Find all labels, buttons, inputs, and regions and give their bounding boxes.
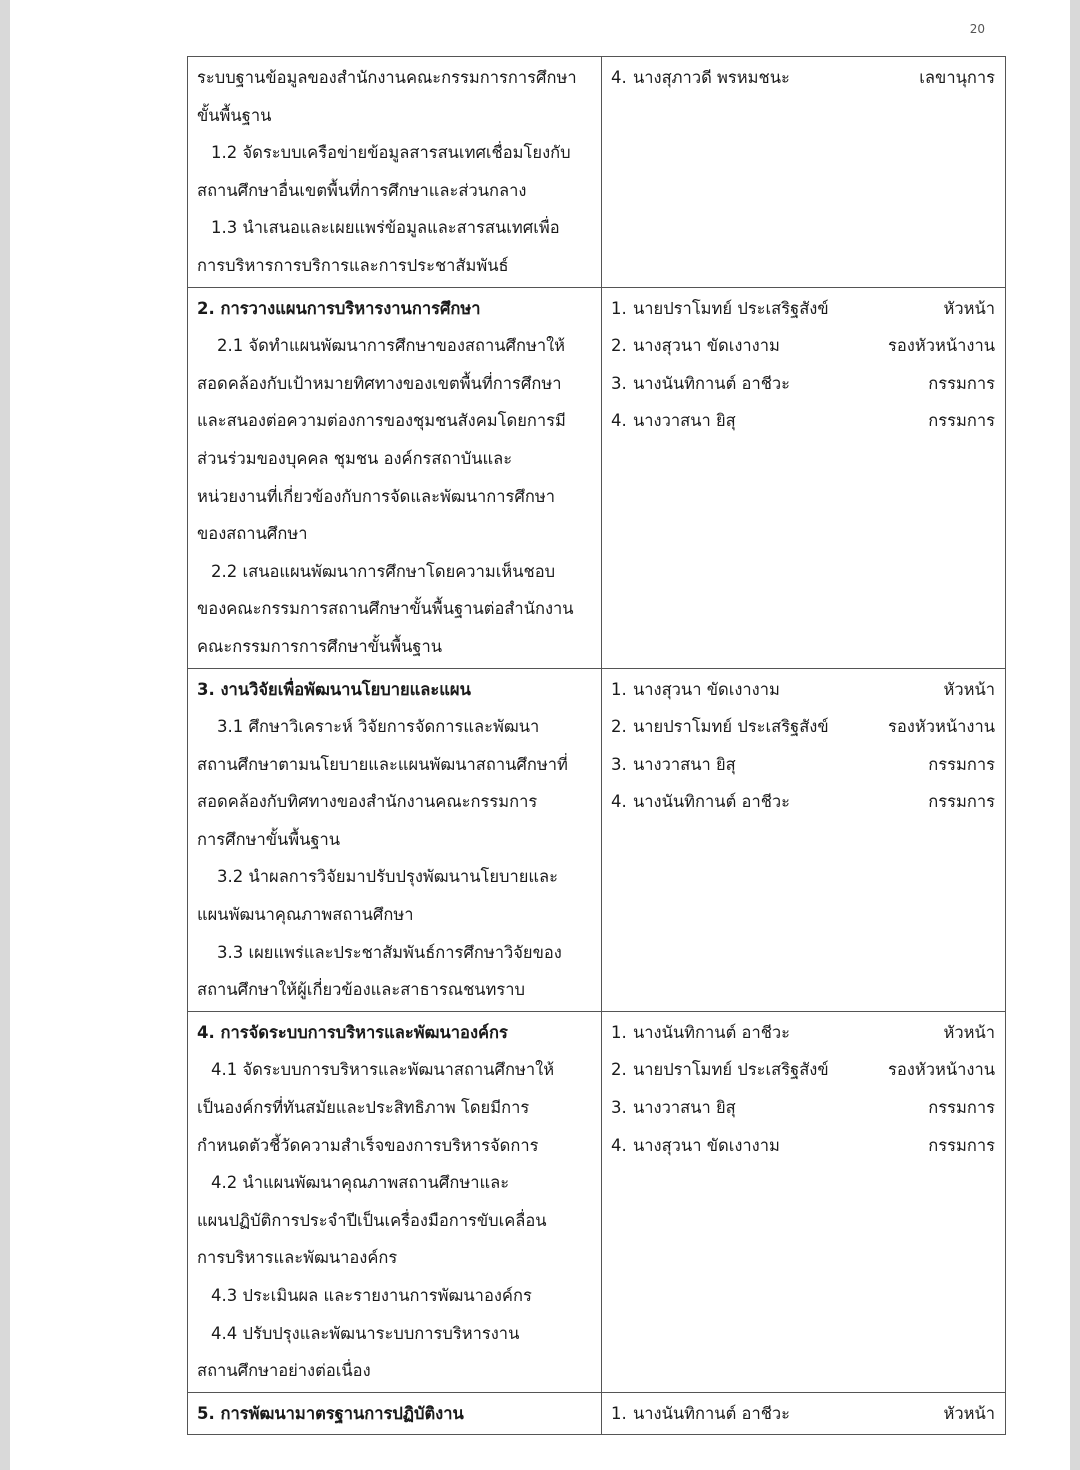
- member-role: กรรมการ: [928, 1098, 995, 1118]
- member-name: นางสุวนา ขัดเงางาม: [633, 336, 780, 356]
- task-text-line: เป็นองค์กรที่ทันสมัยและประสิทธิภาพ โดยมีการ: [197, 1098, 530, 1118]
- task-text-line: ของคณะกรรมการสถานศึกษาขั้นพื้นฐานต่อสำนักงาน: [197, 599, 574, 619]
- task-text-line: แผนพัฒนาคุณภาพสถานศึกษา: [197, 905, 414, 925]
- section-row: [188, 1011, 1006, 1392]
- task-text-line: ขั้นพื้นฐาน: [197, 105, 272, 125]
- member-role: หัวหน้า: [943, 1022, 995, 1042]
- member-role: รองหัวหน้างาน: [888, 1060, 995, 1080]
- task-text-line: 3.3 เผยแพร่และประชาสัมพันธ์การศึกษาวิจัยของ: [217, 942, 562, 962]
- task-description-cell: [188, 1011, 602, 1392]
- member-name: นางนันทิกานต์ อาชีวะ: [633, 373, 791, 393]
- member-role: กรรมการ: [928, 373, 995, 393]
- task-text-line: 4.4 ปรับปรุงและพัฒนาระบบการบริหารงาน: [211, 1323, 520, 1343]
- task-text-line: หน่วยงานที่เกี่ยวข้องกับการจัดและพัฒนาการศึกษา: [197, 486, 555, 506]
- member-entry: [611, 671, 997, 709]
- member-role: รองหัวหน้างาน: [888, 336, 995, 356]
- member-name: นางวาสนา ยิสุ: [633, 754, 736, 774]
- responsible-persons-cell: [602, 1392, 1006, 1435]
- duty-table-body: [188, 57, 1006, 1435]
- task-text-line: 4.1 จัดระบบการบริหารและพัฒนาสถานศึกษาให้: [211, 1060, 555, 1080]
- task-text-line: สถานศึกษาอย่างต่อเนื่อง: [197, 1361, 371, 1381]
- member-entry: [611, 402, 997, 440]
- member-role: กรรมการ: [928, 1135, 995, 1155]
- task-text-line: 1.2 จัดระบบเครือข่ายข้อมูลสารสนเทศเชื่อมโยงกับ: [211, 143, 571, 163]
- task-text-line: การบริหารและพัฒนาองค์กร: [197, 1248, 398, 1268]
- member-entry: [611, 1051, 997, 1089]
- page-number: 20: [969, 22, 985, 36]
- member-number: 2.: [611, 336, 627, 356]
- member-number: 4.: [611, 792, 627, 812]
- member-number: 1.: [611, 679, 627, 699]
- member-role: หัวหน้า: [943, 298, 995, 318]
- member-name: นายปราโมทย์ ประเสริฐสังข์: [633, 1060, 829, 1080]
- member-name: นางสุวนา ขัดเงางาม: [633, 1135, 780, 1155]
- task-text-line: 2.2 เสนอแผนพัฒนาการศึกษาโดยความเห็นชอบ: [211, 561, 556, 581]
- member-role: กรรมการ: [928, 754, 995, 774]
- section-row: [188, 57, 1006, 288]
- member-role: หัวหน้า: [943, 679, 995, 699]
- section-row: [188, 668, 1006, 1011]
- task-text-line: และสนองต่อความต่องการของชุมชนสังคมโดยการมี: [197, 411, 566, 431]
- task-text-line: ส่วนร่วมของบุคคล ชุมชน องค์กรสถาบันและ: [197, 448, 513, 468]
- member-entry: [611, 290, 997, 328]
- member-entry: [611, 1014, 997, 1052]
- task-text-line: คณะกรรมการการศึกษาขั้นพื้นฐาน: [197, 636, 443, 656]
- member-name: นายปราโมทย์ ประเสริฐสังข์: [633, 717, 829, 737]
- task-text-line: ระบบฐานข้อมูลของสำนักงานคณะกรรมการการศึกษา: [197, 68, 577, 87]
- member-name: นางสุภาวดี พรหมชนะ: [633, 68, 790, 87]
- responsible-persons-cell: [602, 287, 1006, 668]
- task-text-line: 4.2 นำแผนพัฒนาคุณภาพสถานศึกษาและ: [211, 1173, 510, 1193]
- member-entry: [611, 746, 997, 784]
- member-entry: [611, 1127, 997, 1165]
- member-name: นางนันทิกานต์ อาชีวะ: [633, 792, 791, 812]
- member-role: หัวหน้า: [943, 1403, 995, 1423]
- responsible-persons-cell: [602, 57, 1006, 288]
- member-number: 3.: [611, 373, 627, 393]
- task-text-line: สอดคล้องกับเป้าหมายทิศทางของเขตพื้นที่การศึกษา: [197, 373, 562, 393]
- task-description-cell: [188, 668, 602, 1011]
- section-heading: 4. การจัดระบบการบริหารและพัฒนาองค์กร: [197, 1022, 508, 1042]
- member-number: 1.: [611, 1022, 627, 1042]
- member-name: นางวาสนา ยิสุ: [633, 1098, 736, 1118]
- document-page: [10, 0, 1070, 1470]
- member-name: นางนันทิกานต์ อาชีวะ: [633, 1403, 791, 1423]
- member-number: 2.: [611, 1060, 627, 1080]
- member-number: 3.: [611, 754, 627, 774]
- task-text-line: 3.1 ศึกษาวิเคราะห์ วิจัยการจัดการและพัฒนา: [217, 717, 540, 737]
- member-name: นายปราโมทย์ ประเสริฐสังข์: [633, 298, 829, 318]
- member-entry: [611, 1395, 997, 1433]
- task-text-line: การบริหารการบริการและการประชาสัมพันธ์: [197, 255, 509, 275]
- responsible-persons-cell: [602, 1011, 1006, 1392]
- task-description-cell: [188, 1392, 602, 1435]
- member-entry: [611, 365, 997, 403]
- member-entry: [611, 708, 997, 746]
- member-entry: [611, 327, 997, 365]
- member-number: 3.: [611, 1098, 627, 1118]
- duty-assignment-table: [187, 56, 1006, 1435]
- task-text-line: 1.3 นำเสนอและเผยแพร่ข้อมูลและสารสนเทศเพื่อ: [211, 218, 560, 238]
- member-entry: [611, 1089, 997, 1127]
- task-text-line: แผนปฏิบัติการประจำปีเป็นเครื่องมือการขับเคลื่อน: [197, 1210, 547, 1230]
- member-entry: [611, 783, 997, 821]
- member-number: 1.: [611, 298, 627, 318]
- section-row: [188, 287, 1006, 668]
- task-description-cell: [188, 57, 602, 288]
- member-number: 1.: [611, 1403, 627, 1423]
- member-role: กรรมการ: [928, 411, 995, 431]
- task-text-line: สอดคล้องกับทิศทางของสำนักงานคณะกรรมการ: [197, 792, 538, 812]
- member-number: 4.: [611, 1135, 627, 1155]
- member-role: เลขานุการ: [919, 68, 995, 87]
- member-name: นางวาสนา ยิสุ: [633, 411, 736, 431]
- section-row: [188, 1392, 1006, 1435]
- member-name: นางสุวนา ขัดเงางาม: [633, 679, 780, 699]
- task-text-line: สถานศึกษาอื่นเขตพื้นที่การศึกษาและส่วนกลาง: [197, 180, 527, 200]
- section-heading: 3. งานวิจัยเพื่อพัฒนานโยบายและแผน: [197, 679, 471, 699]
- responsible-persons-cell: [602, 668, 1006, 1011]
- task-text-line: 3.2 นำผลการวิจัยมาปรับปรุงพัฒนานโยบายและ: [217, 867, 559, 887]
- member-number: 4.: [611, 411, 627, 431]
- task-text-line: 2.1 จัดทำแผนพัฒนาการศึกษาของสถานศึกษาให้: [217, 336, 566, 356]
- member-name: นางนันทิกานต์ อาชีวะ: [633, 1022, 791, 1042]
- member-number: 4.: [611, 68, 627, 87]
- task-text-line: 4.3 ประเมินผล และรายงานการพัฒนาองค์กร: [211, 1286, 532, 1305]
- task-text-line: ของสถานศึกษา: [197, 524, 308, 544]
- task-text-line: กำหนดตัวชี้วัดความสำเร็จของการบริหารจัดการ: [197, 1135, 539, 1155]
- member-role: รองหัวหน้างาน: [888, 717, 995, 737]
- task-text-line: การศึกษาขั้นพื้นฐาน: [197, 829, 341, 849]
- member-entry: [611, 59, 997, 97]
- member-role: กรรมการ: [928, 792, 995, 812]
- task-text-line: สถานศึกษาให้ผู้เกี่ยวข้องและสาธารณชนทราบ: [197, 980, 526, 1000]
- section-heading: 2. การวางแผนการบริหารงานการศึกษา: [197, 298, 481, 318]
- task-description-cell: [188, 287, 602, 668]
- member-number: 2.: [611, 717, 627, 737]
- task-text-line: สถานศึกษาตามนโยบายและแผนพัฒนาสถานศึกษาที่: [197, 754, 568, 774]
- section-heading: 5. การพัฒนามาตรฐานการปฏิบัติงาน: [197, 1403, 464, 1423]
